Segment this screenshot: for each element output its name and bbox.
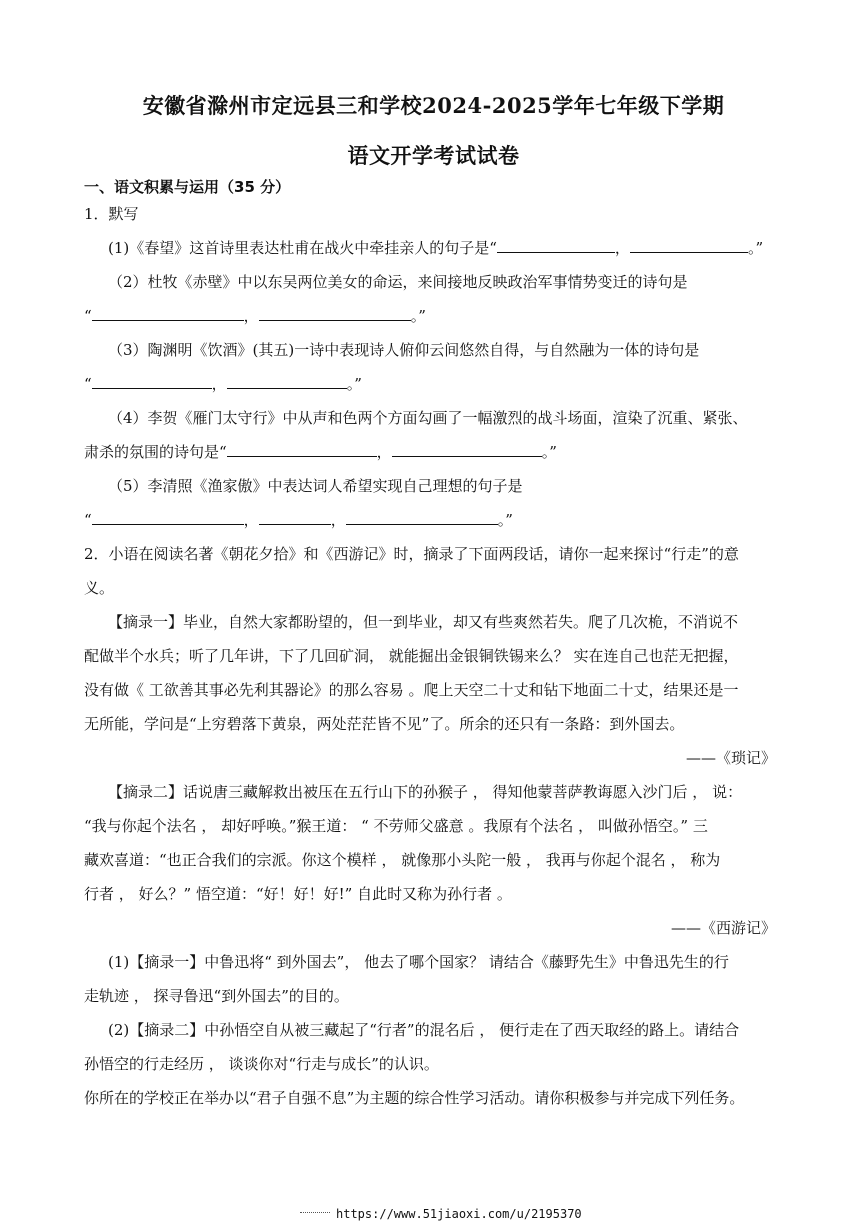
excerpt-1-line-4: 无所能，学问是“上穷碧落下黄泉，两处茫茫皆不见”了。所余的还只有一条路：到外国去。 [84,715,685,733]
answer-blank[interactable] [346,510,498,525]
section-heading: 一、语文积累与运用（35 分） [84,178,291,196]
footer-prefix-mark [300,1212,330,1217]
close-quote: 。” [541,443,557,461]
q1-item-5: （5）李清照《渔家傲》中表达词人希望实现自己理想的句子是 [108,477,523,495]
q2-sub-2-line-1: (2)【摘录二】中孙悟空自从被三藏起了“行者”的混名后 ， 便行走在了西天取经的路上。请结合 [108,1021,740,1039]
activity-instruction: 你所在的学校正在举办以“君子自强不息”为主题的综合性学习活动。请你积极参与并完成下列任务。 [84,1089,745,1107]
q1-item-1-text: (1)《春望》这首诗里表达杜甫在战火中牵挂亲人的句子是“ [108,239,497,257]
close-quote: 。” [410,307,426,325]
answer-blank[interactable] [392,442,542,457]
open-quote: “ [84,511,92,529]
page-title: 安徽省滁州市定远县三和学校2024-2025学年七年级下学期 [142,93,725,118]
answer-blank[interactable] [92,510,244,525]
question-1-label: 1．默写 [84,205,139,223]
excerpt-1-line-3: 没有做《 工欲善其事必先利其器论》的那么容易 。爬上天空二十丈和钻下地面二十丈，结果还是一 [84,681,739,699]
q1-item-1-end: 。” [747,239,764,257]
question-2-line-1: 2．小语在阅读名著《朝花夕拾》和《西游记》时，摘录了下面两段话，请你一起来探讨“行走”的意 [84,545,739,563]
excerpt-2-line-1: 【摘录二】话说唐三藏解救出被压在五行山下的孙猴子 ， 得知他蒙菩萨教诲愿入沙门后 ， 说： [108,783,743,801]
q1-item-4: （4）李贺《雁门太守行》中从声和色两个方面勾画了一幅激烈的战斗场面，渲染了沉重、紧张、 [108,409,748,427]
excerpt-1-source: ——《琐记》 [685,749,776,767]
separator: ， [243,307,259,325]
open-quote: “ [84,307,92,325]
q1-item-1-sep: ， [614,239,630,257]
open-quote: “ [84,375,92,393]
q2-sub-2-line-2: 孙悟空的行走经历 ， 谈谈你对“行走与成长”的认识。 [84,1055,439,1073]
footer-link[interactable]: https://www.51jiaoxi.com/u/2195370 [336,1207,582,1221]
answer-blank[interactable] [227,442,377,457]
q1-item-5-answer-line [84,510,513,530]
answer-blank[interactable] [92,306,244,321]
excerpt-2-line-2: “我与你起个法名 ， 却好呼唤。”猴王道： “ 不劳师父盛意 。我原有个法名 ， 叫做孙悟空。” 三 [84,817,708,835]
excerpt-2-line-3: 藏欢喜道：“也正合我们的宗派。你这个模样 ， 就像那小头陀一般 ， 我再与你起个混名 ， 称为 [84,851,721,869]
excerpt-1-line-1: 【摘录一】毕业，自然大家都盼望的，但一到毕业，却又有些爽然若失。爬了几次桅，不消说不 [108,613,739,631]
separator: ， [376,443,392,461]
q2-sub-1-line-1: (1)【摘录一】中鲁迅将“ 到外国去”， 他去了哪个国家？ 请结合《藤野先生》中鲁迅先生的行 [108,953,729,971]
page-subtitle: 语文开学考试试卷 [347,143,520,168]
answer-blank[interactable] [227,374,347,389]
answer-blank[interactable] [92,374,212,389]
excerpt-2-line-4: 行者 ， 好么？” 悟空道：“好！好！好!” 自此时又称为孙行者 。 [84,885,512,903]
answer-blank[interactable] [259,510,331,525]
q1-item-1 [108,238,763,258]
q1-item-2: （2）杜牧《赤壁》中以东吴两位美女的命运，来间接地反映政治军事情势变迁的诗句是 [108,273,688,291]
answer-blank[interactable] [497,238,615,253]
q1-item-4-continuation: 肃杀的氛围的诗句是“ [84,443,227,461]
excerpt-1-line-2: 配做半个水兵；听了几年讲，下了几回矿洞， 就能掘出金银铜铁锡来么？ 实在连自己也茫无把握， [84,647,739,665]
close-quote: 。” [497,511,513,529]
q1-item-4-answer-line [84,442,557,462]
separator: ， [330,511,346,529]
excerpt-2-source: ——《西游记》 [670,919,776,937]
separator: ， [243,511,259,529]
q1-item-3: （3）陶渊明《饮酒》(其五)一诗中表现诗人俯仰云间悠然自得，与自然融为一体的诗句是 [108,341,700,359]
answer-blank[interactable] [259,306,411,321]
footer-url[interactable] [300,1207,582,1221]
separator: ， [211,375,227,393]
q1-item-3-answer-line [84,374,362,394]
answer-blank[interactable] [630,238,748,253]
question-2-line-2: 义。 [84,579,115,597]
q1-item-2-answer-line [84,306,426,326]
q2-sub-1-line-2: 走轨迹 ， 探寻鲁迅“到外国去”的目的。 [84,987,349,1005]
close-quote: 。” [346,375,362,393]
